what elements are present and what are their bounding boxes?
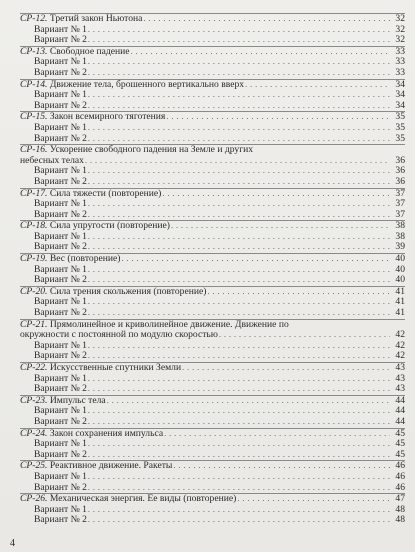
- entry-page: 37: [395, 208, 405, 220]
- dot-leader: [207, 287, 390, 298]
- section-code: СР-13.: [20, 45, 48, 57]
- variant-entry-text: [20, 101, 87, 112]
- dot-leader: [88, 68, 390, 79]
- variant-entry-text: [20, 483, 87, 494]
- dot-leader: [88, 101, 390, 112]
- dot-leader: [88, 351, 390, 362]
- variant-entry-text: [20, 134, 87, 145]
- section-title: Вес (повторение): [49, 253, 121, 265]
- variant-label: Вариант № 2: [34, 274, 87, 286]
- variant-label: Вариант № 1: [34, 339, 87, 351]
- variant-label: Вариант № 2: [34, 208, 87, 220]
- page-number: 4: [10, 538, 15, 549]
- entry-page: 35: [395, 111, 405, 123]
- toc-section: [20, 188, 405, 221]
- variant-label: Вариант № 2: [34, 481, 87, 493]
- dot-leader: [88, 210, 390, 221]
- dot-leader: [88, 439, 390, 450]
- entry-page: 44: [395, 394, 405, 406]
- dot-leader: [182, 363, 390, 374]
- section-code: СР-16.: [20, 144, 48, 156]
- section-title: Импульс тела: [49, 394, 106, 406]
- section-title: Прямолинейное и криволинейное движение. Движение по: [49, 318, 289, 330]
- variant-entry-text: [20, 35, 87, 46]
- toc-section: [20, 220, 405, 253]
- entry-page: 35: [395, 121, 405, 133]
- entry-page: 35: [395, 132, 405, 144]
- variant-label: Вариант № 1: [34, 23, 87, 35]
- variant-entry: [20, 351, 405, 362]
- section-title: Сила тяжести (повторение): [49, 187, 162, 199]
- dot-leader: [88, 35, 390, 46]
- entry-page: 32: [395, 23, 405, 35]
- variant-label: Вариант № 2: [34, 66, 87, 78]
- section-code: СР-20.: [20, 285, 48, 297]
- entry-page: 32: [395, 34, 405, 46]
- entry-page: 38: [395, 230, 405, 242]
- dot-leader: [88, 177, 390, 188]
- dot-leader: [88, 90, 390, 101]
- entry-page: 46: [395, 481, 405, 493]
- variant-entry-text: [20, 68, 87, 79]
- toc-section: [20, 460, 405, 493]
- variant-label: Вариант № 1: [34, 56, 87, 68]
- dot-leader: [88, 308, 390, 319]
- entry-page: 45: [395, 427, 405, 439]
- variant-entry: [20, 384, 405, 395]
- variant-entry: [20, 134, 405, 145]
- variant-entry-text: [20, 384, 87, 395]
- entry-page: 43: [395, 372, 405, 384]
- dot-leader: [88, 123, 390, 134]
- entry-page: 39: [395, 241, 405, 253]
- toc-section: [20, 428, 405, 461]
- variant-label: Вариант № 1: [34, 470, 87, 482]
- dot-leader: [88, 166, 390, 177]
- variant-entry-text: [20, 210, 87, 221]
- toc-section: [20, 286, 405, 319]
- variant-label: Вариант № 2: [34, 132, 87, 144]
- toc-section: [20, 362, 405, 395]
- entry-page: 36: [395, 165, 405, 177]
- section-code: СР-21.: [20, 318, 48, 330]
- dot-leader: [88, 275, 390, 286]
- variant-entry: [20, 177, 405, 188]
- variant-label: Вариант № 1: [34, 372, 87, 384]
- variant-entry: [20, 417, 405, 428]
- variant-label: Вариант № 1: [34, 263, 87, 275]
- dot-leader: [88, 199, 390, 210]
- entry-page: 32: [395, 13, 405, 24]
- entry-page: 45: [395, 448, 405, 460]
- dot-leader: [88, 450, 390, 461]
- toc-section: [20, 144, 405, 187]
- entry-page: 43: [395, 383, 405, 395]
- entry-page: 37: [395, 187, 405, 199]
- variant-label: Вариант № 2: [34, 448, 87, 460]
- section-code: СР-14.: [20, 78, 48, 90]
- dot-leader: [171, 221, 390, 232]
- variant-entry: [20, 275, 405, 286]
- section-code: СР-12.: [20, 13, 48, 24]
- entry-page: 34: [395, 78, 405, 90]
- toc-section: [20, 79, 405, 112]
- variant-label: Вариант № 1: [34, 503, 87, 515]
- dot-leader: [88, 242, 390, 253]
- entry-page: 42: [395, 329, 405, 341]
- section-code: СР-18.: [20, 220, 48, 232]
- variant-label: Вариант № 2: [34, 307, 87, 319]
- dot-leader: [164, 429, 390, 440]
- variant-label: Вариант № 1: [34, 296, 87, 308]
- section-title: Механическая энергия. Ее виды (повторение): [49, 493, 237, 505]
- variant-entry: [20, 308, 405, 319]
- dot-leader: [88, 384, 390, 395]
- dot-leader: [162, 189, 390, 200]
- variant-entry-text: [20, 177, 87, 188]
- entry-page: 33: [395, 66, 405, 78]
- section-title-continued: окружности с постоянной по модулю скоростью: [20, 329, 218, 341]
- toc-section: [20, 46, 405, 79]
- dot-leader: [88, 25, 390, 36]
- section-title: Сила упругости (повторение): [49, 220, 171, 232]
- dot-leader: [219, 330, 390, 341]
- dot-leader: [85, 156, 390, 167]
- dot-leader: [88, 483, 390, 494]
- entry-page: 45: [395, 438, 405, 450]
- toc-section: [20, 319, 405, 362]
- variant-label: Вариант № 1: [34, 121, 87, 133]
- dot-leader: [88, 406, 390, 417]
- section-code: СР-22.: [20, 362, 48, 373]
- variant-label: Вариант № 1: [34, 89, 87, 101]
- section-title: Третий закон Ньютона: [49, 13, 143, 24]
- section-title: Движение тела, брошенного вертикально вверх: [49, 78, 245, 90]
- toc-section: [20, 13, 405, 46]
- dot-leader: [107, 396, 390, 407]
- entry-page: 36: [395, 154, 405, 166]
- entry-page: 43: [395, 362, 405, 373]
- dot-leader: [88, 472, 390, 483]
- variant-label: Вариант № 2: [34, 241, 87, 253]
- variant-entry: [20, 68, 405, 79]
- entry-page: 44: [395, 415, 405, 427]
- toc-section: [20, 493, 405, 526]
- dot-leader: [88, 341, 390, 352]
- entry-page: 40: [395, 274, 405, 286]
- variant-entry: [20, 242, 405, 253]
- section-title: Ускорение свободного падения на Земле и других: [49, 144, 254, 156]
- variant-label: Вариант № 2: [34, 350, 87, 362]
- entry-page: 40: [395, 253, 405, 265]
- variant-entry-text: [20, 450, 87, 461]
- entry-page: 38: [395, 220, 405, 232]
- toc-section: [20, 395, 405, 428]
- toc-section: [20, 111, 405, 144]
- variant-entry-text: [20, 417, 87, 428]
- entry-page: 46: [395, 460, 405, 472]
- variant-entry-text: [20, 242, 87, 253]
- variant-label: Вариант № 2: [34, 34, 87, 46]
- dot-leader: [173, 461, 390, 472]
- dot-leader: [88, 232, 390, 243]
- entry-page: 42: [395, 350, 405, 362]
- section-code: СР-23.: [20, 394, 48, 406]
- dot-leader: [88, 417, 390, 428]
- dot-leader: [88, 134, 390, 145]
- variant-entry: [20, 210, 405, 221]
- entry-page: 48: [395, 514, 405, 526]
- dot-leader: [88, 374, 390, 385]
- entry-page: 34: [395, 89, 405, 101]
- section-code: СР-17.: [20, 187, 48, 199]
- section-code: СР-19.: [20, 253, 48, 265]
- section-title: Искусственные спутники Земли: [49, 362, 182, 373]
- section-code: СР-24.: [20, 427, 48, 439]
- variant-entry-text: [20, 515, 87, 526]
- toc-section: [20, 253, 405, 286]
- entry-page: 41: [395, 296, 405, 308]
- variant-label: Вариант № 1: [34, 438, 87, 450]
- dot-leader: [88, 265, 390, 276]
- entry-page: 33: [395, 45, 405, 57]
- entry-page: 48: [395, 503, 405, 515]
- variant-entry: [20, 450, 405, 461]
- dot-leader: [166, 112, 390, 123]
- dot-leader: [237, 494, 390, 505]
- section-code: СР-15.: [20, 111, 48, 123]
- variant-label: Вариант № 2: [34, 383, 87, 395]
- table-of-contents: [20, 13, 405, 526]
- dot-leader: [121, 254, 390, 265]
- variant-label: Вариант № 1: [34, 198, 87, 210]
- entry-page: 34: [395, 99, 405, 111]
- section-title: Свободное падение: [49, 45, 130, 57]
- variant-entry-text: [20, 308, 87, 319]
- section-title: Закон всемирного тяготения: [49, 111, 166, 123]
- variant-entry: [20, 483, 405, 494]
- dot-leader: [88, 57, 390, 68]
- variant-label: Вариант № 2: [34, 175, 87, 187]
- section-code: СР-26.: [20, 493, 48, 505]
- variant-entry: [20, 515, 405, 526]
- dot-leader: [88, 515, 390, 526]
- dot-leader: [143, 14, 390, 25]
- entry-page: 41: [395, 285, 405, 297]
- variant-entry: [20, 101, 405, 112]
- variant-entry-text: [20, 275, 87, 286]
- dot-leader: [245, 80, 390, 91]
- variant-label: Вариант № 1: [34, 165, 87, 177]
- variant-label: Вариант № 2: [34, 99, 87, 111]
- variant-entry-text: [20, 351, 87, 362]
- entry-page: 36: [395, 175, 405, 187]
- entry-page: 42: [395, 339, 405, 351]
- entry-page: 44: [395, 405, 405, 417]
- dot-leader: [88, 297, 390, 308]
- dot-leader: [88, 505, 390, 516]
- variant-entry: [20, 35, 405, 46]
- entry-page: 40: [395, 263, 405, 275]
- section-title: Сила трения скольжения (повторение): [49, 285, 207, 297]
- entry-page: 46: [395, 470, 405, 482]
- section-title-continued: небесных телах: [20, 154, 84, 166]
- section-title: Реактивное движение. Ракеты: [49, 460, 173, 472]
- variant-label: Вариант № 2: [34, 514, 87, 526]
- entry-page: 33: [395, 56, 405, 68]
- dot-leader: [131, 47, 390, 58]
- entry-page: 47: [395, 493, 405, 505]
- entry-page: 37: [395, 198, 405, 210]
- entry-page: 41: [395, 307, 405, 319]
- section-code: СР-25.: [20, 460, 48, 472]
- variant-label: Вариант № 1: [34, 230, 87, 242]
- section-title: Закон сохранения импульса: [49, 427, 164, 439]
- variant-label: Вариант № 1: [34, 405, 87, 417]
- variant-label: Вариант № 2: [34, 415, 87, 427]
